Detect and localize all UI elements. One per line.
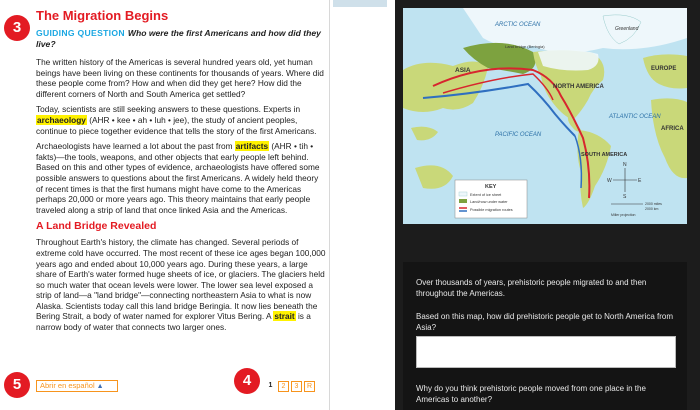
pacific-ocean-label: PACIFIC OCEAN <box>495 132 542 138</box>
compass-w: W <box>607 178 612 184</box>
page-navigation <box>265 380 315 392</box>
guiding-question-label: GUIDING QUESTION <box>36 28 125 38</box>
page-3-button[interactable]: 3 <box>291 381 302 392</box>
question-2-text: Why do you think prehistoric people moved from one place in the Americas to another? <box>416 384 646 404</box>
reading-pane <box>0 0 330 410</box>
compass-s: S <box>623 194 627 200</box>
africa-label: AFRICA <box>661 126 684 132</box>
guiding-question <box>36 28 326 49</box>
open-in-spanish-link[interactable] <box>36 380 118 392</box>
europe-label: EUROPE <box>651 66 677 72</box>
south-america-label: SOUTH AMERICA <box>581 152 628 158</box>
beringia-label: Land bridge (Beringia) <box>505 44 545 49</box>
lesson-text <box>36 8 326 338</box>
open-in-spanish-label: Abrir en español <box>40 381 95 390</box>
key-land-swatch <box>459 199 467 203</box>
atlantic-ocean-label: ATLANTIC OCEAN <box>609 114 661 120</box>
top-tab-strip <box>333 0 387 7</box>
question-panel <box>403 262 687 410</box>
asia-label: ASIA <box>455 67 471 74</box>
greenland-label: Greenland <box>615 26 639 32</box>
paragraph-4-text: Throughout Earth's history, the climate has changed. Several periods of extreme cold have occurred. The most recent of these ice ages began 100,000 years ago and ended about 10,000 years ago. During these years, a large share of Earth's water formed huge sheets of ice, or glaciers. The glaciers held so much water that ocean levels were lower. The lower sea level exposed a strip of land—a "land bridge"—connecting northeastern Asia to what is now Alaska. Scientists today call this land bridge Beringia. It now lies beneath the Bering Strait, a body of water named for explorer Vitus Bering. A <box>36 237 326 322</box>
section-subheading: A Land Bridge Revealed <box>36 220 157 233</box>
answer-1-input[interactable] <box>416 336 676 368</box>
scale-km: 2000 km <box>645 207 659 211</box>
scale-miles: 2000 miles <box>645 202 662 206</box>
migration-map <box>403 8 687 224</box>
guiding-question-text: Who were the first Americans and how did they live? <box>36 28 321 49</box>
compass-n: N <box>623 162 627 168</box>
review-page-button[interactable]: R <box>304 381 315 392</box>
paragraph-2-text: Today, scientists are still seeking answers to these questions. Experts in <box>36 104 301 115</box>
page-1-current: 1 <box>268 381 273 389</box>
vocab-term-strait[interactable]: strait <box>274 311 295 322</box>
question-intro: Over thousands of years, prehistoric people migrated to and then throughout the Americas. <box>416 278 647 298</box>
paragraph-2 <box>36 104 326 136</box>
page-2-button[interactable]: 2 <box>278 381 289 392</box>
callout-badge-3: 3 <box>4 15 30 41</box>
paragraph-3-text: Archaeologists have learned a lot about the past from <box>36 141 235 152</box>
key-ice-label: Extent of ice sheet <box>470 193 502 197</box>
key-routes-label: Possible migration routes <box>470 208 513 212</box>
map-key-title: KEY <box>485 184 497 190</box>
compass-e: E <box>638 178 642 184</box>
paragraph-1: The written history of the Americas is several hundred years old, yet human beings have been living on these continents for thousands of years. Where did these people come from? How and when did they get here? How did the different corners of North and South America get settled? <box>36 57 324 99</box>
paragraph-3-text-end: (AHR • tih • fakts)—the tools, weapons, and other objects that early people left behind. Based on this and other types of evidence, archaeologists have offered some possible answers to questions about the first Americans. A widely held theory of recent times is that the first humans might have come to the Americas perhaps 20,000 or more years ago. This theory maintains that early people traveled along a strip of land that once linked Asia and the Americas. <box>36 141 320 215</box>
key-land-label: Land/now under water <box>470 200 508 204</box>
lesson-title: The Migration Begins <box>36 8 169 23</box>
paragraph-3 <box>36 141 326 215</box>
triangle-up-icon: ▲ <box>96 383 104 390</box>
north-america-label: NORTH AMERICA <box>553 84 604 90</box>
callout-badge-5: 5 <box>4 372 30 398</box>
callout-badge-4: 4 <box>234 368 260 394</box>
vocab-term-archaeology[interactable]: archaeology <box>37 114 86 125</box>
paragraph-2-text-end: (AHR • kee • ah • luh • jee), the study of ancient peoples, continue to piece together evidence that tells the story of the first Americans. <box>36 114 317 136</box>
map-projection: Miller projection <box>611 213 636 217</box>
key-ice-swatch <box>459 192 467 196</box>
paragraph-4-text-end: is a narrow body of water that connects two larger ones. <box>36 311 311 333</box>
paragraph-4 <box>36 237 326 332</box>
arctic-ocean-label: ARCTIC OCEAN <box>495 22 541 28</box>
question-1-text: Based on this map, how did prehistoric people get to North America from Asia? <box>416 312 674 332</box>
vocab-term-artifacts[interactable]: artifacts <box>235 141 269 152</box>
map-graphic <box>403 8 687 224</box>
